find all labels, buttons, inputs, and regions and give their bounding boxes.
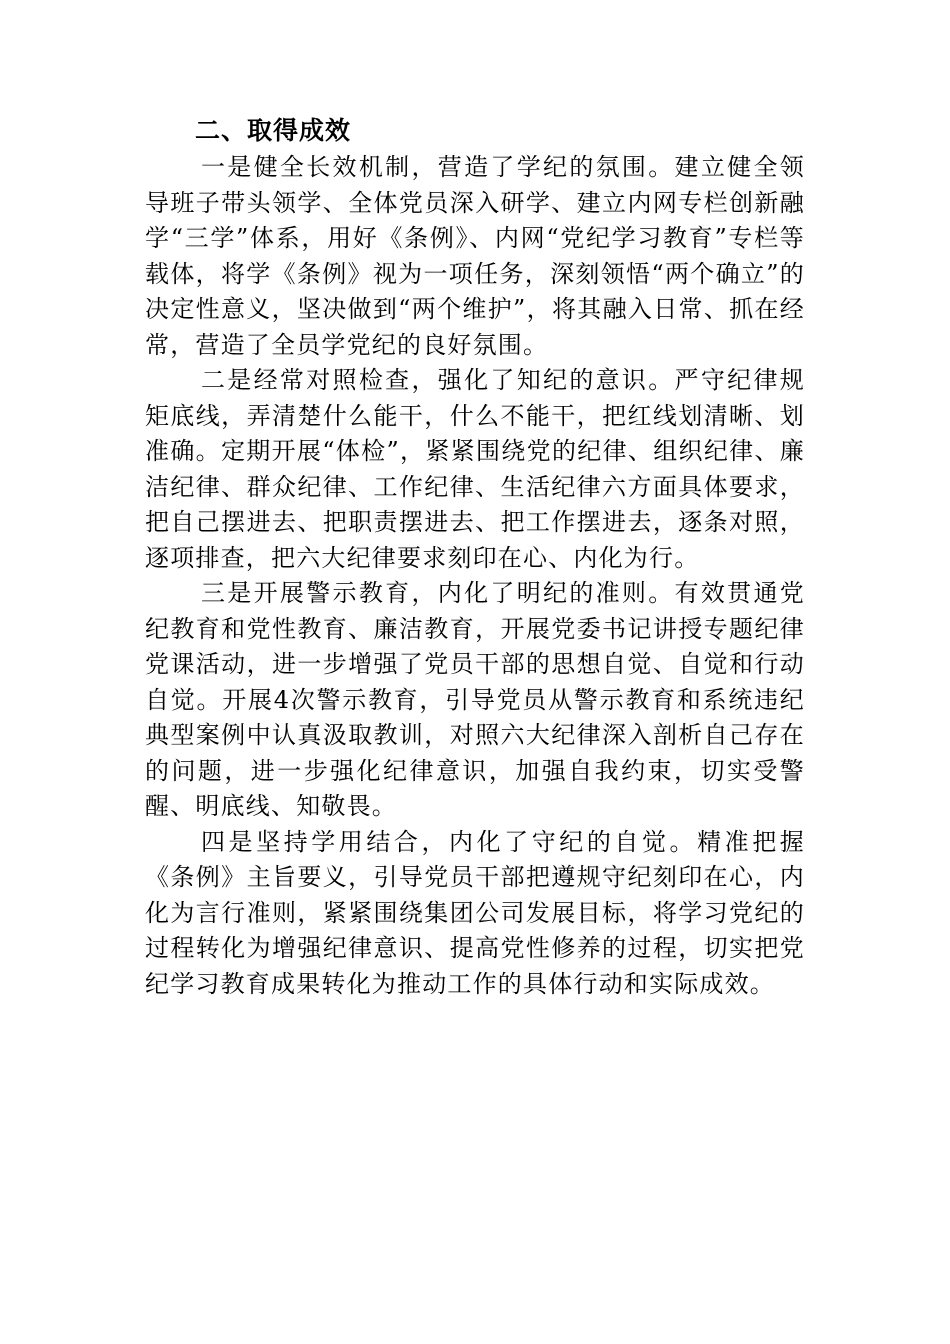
document-page: [145, 112, 805, 1002]
paragraph-1: 一是健全长效机制，营造了学纪的氛围。建立健全领导班子带头领学、全体党员深入研学、建立内网专栏创新融学“三学”体系，用好《条例》、内网“党纪学习教育”专栏等载体，将学《条例》视为一项任务，深刻领悟“两个确立”的决定性意义，坚决做到“两个维护”，将其融入日常、抓在经常，营造了全员学党纪的良好氛围。: [145, 153, 805, 359]
paragraph-3: 三是开展警示教育，内化了明纪的准则。有效贯通党纪教育和党性教育、廉洁教育，开展党委书记讲授专题纪律党课活动，进一步增强了党员干部的思想自觉、自觉和行动自觉。开展4次警示教育，引导党员从警示教育和系统违纪典型案例中认真汲取教训，对照六大纪律深入剖析自己存在的问题，进一步强化纪律意识，加强自我约束，切实受警醒、明底线、知敬畏。: [145, 579, 805, 820]
paragraph-2: 二是经常对照检查，强化了知纪的意识。严守纪律规矩底线，弄清楚什么能干，什么不能干，把红线划清晰、划准确。定期开展“体检”，紧紧围绕党的纪律、组织纪律、廉洁纪律、群众纪律、工作纪律、生活纪律六方面具体要求，把自己摆进去、把职责摆进去、把工作摆进去，逐条对照，逐项排查，把六大纪律要求刻印在心、内化为行。: [145, 366, 805, 572]
section-heading: 二、取得成效: [195, 116, 352, 145]
paragraph-4: 四是坚持学用结合，内化了守纪的自觉。精准把握《条例》主旨要义，引导党员干部把遵规守纪刻印在心，内化为言行准则，紧紧围绕集团公司发展目标，将学习党纪的过程转化为增强纪律意识、提高党性修养的过程，切实把党纪学习教育成果转化为推动工作的具体行动和实际成效。: [145, 827, 805, 998]
